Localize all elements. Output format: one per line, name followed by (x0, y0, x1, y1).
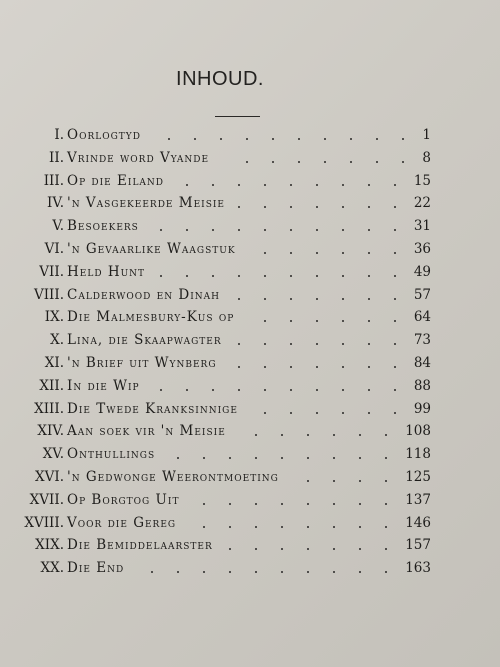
leader-dot (151, 571, 153, 573)
chapter-title: Op die Eiland (67, 172, 165, 189)
leader-dot (342, 320, 344, 322)
leader-dot (186, 229, 188, 231)
toc-entry (0, 124, 500, 147)
chapter-number: IV. (46, 195, 64, 212)
leader-dot (333, 434, 335, 436)
toc-entry (0, 192, 500, 215)
page-number: 125 (405, 468, 431, 485)
page-number: 64 (413, 309, 431, 326)
toc-entry (0, 489, 500, 512)
leader-dot (229, 571, 231, 573)
leader-dot (238, 366, 240, 368)
leader-dot (316, 229, 318, 231)
leader-dot (342, 412, 344, 414)
leader-dot (385, 526, 387, 528)
leader-dot (342, 206, 344, 208)
toc-entry (0, 261, 500, 284)
chapter-title: Voor die Gereg (67, 514, 177, 531)
chapter-title: 'n Gedwonge Weerontmoeting (67, 468, 279, 485)
leader-dot (368, 184, 370, 186)
chapter-title: 'n Vasgekeerde Meisie (67, 195, 226, 212)
chapter-title: Die Twede Kranksinnige (67, 400, 238, 417)
leader-dot (316, 298, 318, 300)
leader-dot (160, 389, 162, 391)
leader-dot (255, 548, 257, 550)
leader-dot (168, 138, 170, 140)
page-number: 15 (413, 172, 431, 189)
leader-dot (290, 206, 292, 208)
leader-dot (385, 548, 387, 550)
leader-dot (264, 343, 266, 345)
leader-dot (333, 503, 335, 505)
chapter-title: Aan soek vir 'n Meisie (67, 423, 226, 440)
leader-dot (160, 229, 162, 231)
leader-dot (238, 206, 240, 208)
leader-dot (307, 526, 309, 528)
leader-dot (376, 161, 378, 163)
leader-dot (350, 161, 352, 163)
leader-dot (394, 343, 396, 345)
page-number: 108 (405, 423, 431, 440)
chapter-title: Lina, die Skaapwagter (67, 332, 222, 349)
leader-dot (290, 343, 292, 345)
leader-dot (342, 252, 344, 254)
leader-dot (246, 161, 248, 163)
leader-dot (394, 389, 396, 391)
chapter-number: VI. (44, 240, 64, 257)
leader-dot (264, 412, 266, 414)
leader-dot (177, 571, 179, 573)
chapter-title: Vrinde word Vyande (67, 149, 210, 166)
leader-dot (281, 434, 283, 436)
leader-dot (394, 412, 396, 414)
leader-dot (385, 571, 387, 573)
leader-dot (212, 275, 214, 277)
leader-dot (394, 320, 396, 322)
leader-dot (333, 480, 335, 482)
leader-dot (333, 457, 335, 459)
chapter-number: V. (52, 218, 64, 235)
leader-dot (212, 389, 214, 391)
leader-dot (290, 298, 292, 300)
leader-dot (281, 457, 283, 459)
leader-dot (333, 571, 335, 573)
leader-dot (394, 275, 396, 277)
leader-dot (264, 206, 266, 208)
leader-dot (368, 412, 370, 414)
leader-dot (238, 184, 240, 186)
leader-dot (212, 229, 214, 231)
chapter-number: XIII. (34, 400, 64, 417)
leader-dot (359, 457, 361, 459)
toc-entry (0, 534, 500, 557)
page-number: 137 (405, 491, 431, 508)
leader-dot (255, 571, 257, 573)
leader-dot (238, 298, 240, 300)
leader-dot (186, 184, 188, 186)
page-number: 31 (413, 218, 431, 235)
chapter-number: X. (50, 332, 64, 349)
leader-dot (290, 184, 292, 186)
leader-dot (368, 298, 370, 300)
leader-dot (194, 138, 196, 140)
leader-dot (385, 434, 387, 436)
chapter-number: XX. (40, 560, 64, 577)
leader-dot (402, 138, 404, 140)
leader-dot (272, 138, 274, 140)
leader-dot (264, 252, 266, 254)
leader-dot (264, 229, 266, 231)
leader-dot (264, 366, 266, 368)
chapter-title: Die Bemiddelaarster (67, 537, 213, 554)
leader-dot (394, 184, 396, 186)
leader-dot (324, 161, 326, 163)
page-number: 57 (413, 286, 431, 303)
leader-dot (290, 229, 292, 231)
leader-dot (342, 366, 344, 368)
leader-dot (255, 503, 257, 505)
leader-dot (316, 206, 318, 208)
leader-dot (385, 503, 387, 505)
leader-dot (316, 366, 318, 368)
toc-entry (0, 215, 500, 238)
leader-dot (342, 229, 344, 231)
leader-dot (342, 184, 344, 186)
leader-dot (290, 320, 292, 322)
leader-dot (307, 548, 309, 550)
leader-dot (290, 252, 292, 254)
leader-dot (394, 298, 396, 300)
leader-dot (324, 138, 326, 140)
leader-dot (376, 138, 378, 140)
page-number: 118 (405, 446, 431, 463)
toc-entry (0, 557, 500, 580)
leader-dot (307, 571, 309, 573)
leader-dot (307, 503, 309, 505)
chapter-number: II. (49, 149, 64, 166)
toc-entry (0, 420, 500, 443)
table-of-contents (0, 124, 500, 580)
chapter-title: Oorlogtyd (67, 127, 141, 143)
page-number: 73 (413, 332, 431, 349)
leader-dot (290, 389, 292, 391)
leader-dot (212, 184, 214, 186)
page-number: 99 (413, 400, 431, 417)
leader-dot (307, 457, 309, 459)
chapter-number: IX. (44, 309, 64, 326)
leader-dot (255, 526, 257, 528)
chapter-title: Die End (67, 560, 125, 577)
leader-dot (203, 526, 205, 528)
leader-dot (368, 343, 370, 345)
toc-entry (0, 306, 500, 329)
chapter-number: I. (54, 127, 64, 143)
leader-dot (229, 526, 231, 528)
leader-dot (359, 526, 361, 528)
leader-dot (316, 275, 318, 277)
chapter-number: XIX. (35, 537, 64, 554)
leader-dot (203, 571, 205, 573)
leader-dot (229, 548, 231, 550)
toc-entry (0, 238, 500, 261)
leader-dot (290, 412, 292, 414)
chapter-title: Held Hunt (67, 263, 146, 280)
leader-dot (298, 138, 300, 140)
leader-dot (272, 161, 274, 163)
toc-entry (0, 147, 500, 170)
leader-dot (359, 548, 361, 550)
leader-dot (368, 366, 370, 368)
chapter-number: XVII. (29, 491, 64, 508)
leader-dot (229, 503, 231, 505)
leader-dot (368, 320, 370, 322)
page-number: 88 (413, 377, 431, 394)
leader-dot (359, 571, 361, 573)
page-number: 8 (422, 149, 431, 166)
chapter-number: VIII. (33, 286, 64, 303)
leader-dot (359, 503, 361, 505)
leader-dot (368, 229, 370, 231)
leader-dot (394, 252, 396, 254)
leader-dot (368, 252, 370, 254)
leader-dot (394, 206, 396, 208)
leader-dot (281, 526, 283, 528)
leader-dot (177, 457, 179, 459)
leader-dot (307, 480, 309, 482)
leader-dot (186, 389, 188, 391)
toc-entry (0, 512, 500, 535)
page-number: 84 (413, 354, 431, 371)
page-number: 1 (422, 127, 431, 143)
leader-dot (368, 206, 370, 208)
leader-dot (394, 229, 396, 231)
leader-dot (316, 320, 318, 322)
leader-dot (238, 229, 240, 231)
leader-dot (255, 434, 257, 436)
leader-dot (264, 298, 266, 300)
leader-dot (307, 434, 309, 436)
leader-dot (385, 457, 387, 459)
leader-dot (246, 138, 248, 140)
page-number: 146 (405, 514, 431, 531)
chapter-number: XII. (39, 377, 64, 394)
leader-dot (359, 434, 361, 436)
chapter-number: III. (43, 172, 64, 189)
leader-dot (264, 389, 266, 391)
leader-dot (350, 138, 352, 140)
chapter-title: In die Wip (67, 377, 140, 394)
leader-dot (394, 366, 396, 368)
leader-dot (359, 480, 361, 482)
chapter-number: XVIII. (24, 514, 64, 531)
leader-dot (229, 457, 231, 459)
page-title: INHOUD. (176, 68, 264, 90)
toc-entry (0, 329, 500, 352)
toc-entry (0, 398, 500, 421)
leader-dot (281, 571, 283, 573)
leader-dot (238, 275, 240, 277)
leader-dot (238, 389, 240, 391)
chapter-title: Calderwood en Dinah (67, 286, 221, 303)
leader-dot (333, 526, 335, 528)
toc-entry (0, 284, 500, 307)
page-number: 163 (405, 560, 431, 577)
leader-dot (298, 161, 300, 163)
toc-entry (0, 443, 500, 466)
leader-dot (316, 343, 318, 345)
leader-dot (290, 275, 292, 277)
leader-dot (342, 389, 344, 391)
leader-dot (368, 389, 370, 391)
leader-dot (342, 343, 344, 345)
leader-dot (203, 503, 205, 505)
toc-entry (0, 170, 500, 193)
chapter-title: 'n Brief uit Wynberg (67, 354, 217, 371)
leader-dot (368, 275, 370, 277)
page-number: 36 (413, 240, 431, 257)
leader-dot (220, 138, 222, 140)
leader-dot (238, 343, 240, 345)
leader-dot (264, 184, 266, 186)
page-number: 49 (413, 263, 431, 280)
chapter-title: Die Malmesbury-Kus op (67, 309, 235, 326)
chapter-title: Besoekers (67, 218, 139, 235)
leader-dot (385, 480, 387, 482)
leader-dot (316, 412, 318, 414)
leader-dot (342, 298, 344, 300)
leader-dot (264, 320, 266, 322)
leader-dot (264, 275, 266, 277)
leader-dot (203, 457, 205, 459)
chapter-title: Onthullings (67, 446, 156, 463)
chapter-number: XVI. (35, 468, 64, 485)
leader-dot (316, 184, 318, 186)
leader-dot (290, 366, 292, 368)
title-rule (215, 116, 260, 117)
page-number: 22 (413, 195, 431, 212)
chapter-title: 'n Gevaarlike Waagstuk (67, 240, 236, 257)
chapter-number: XI. (44, 354, 64, 371)
leader-dot (186, 275, 188, 277)
leader-dot (316, 252, 318, 254)
toc-entry (0, 375, 500, 398)
chapter-title: Op Borgtog Uit (67, 491, 180, 508)
leader-dot (342, 275, 344, 277)
chapter-number: XIV. (37, 423, 64, 440)
toc-entry (0, 352, 500, 375)
leader-dot (402, 161, 404, 163)
leader-dot (281, 503, 283, 505)
leader-dot (255, 457, 257, 459)
toc-entry (0, 466, 500, 489)
leader-dot (281, 548, 283, 550)
leader-dot (160, 275, 162, 277)
chapter-number: XV. (42, 446, 64, 463)
page-number: 157 (405, 537, 431, 554)
leader-dot (333, 548, 335, 550)
chapter-number: VII. (39, 263, 64, 280)
leader-dot (316, 389, 318, 391)
